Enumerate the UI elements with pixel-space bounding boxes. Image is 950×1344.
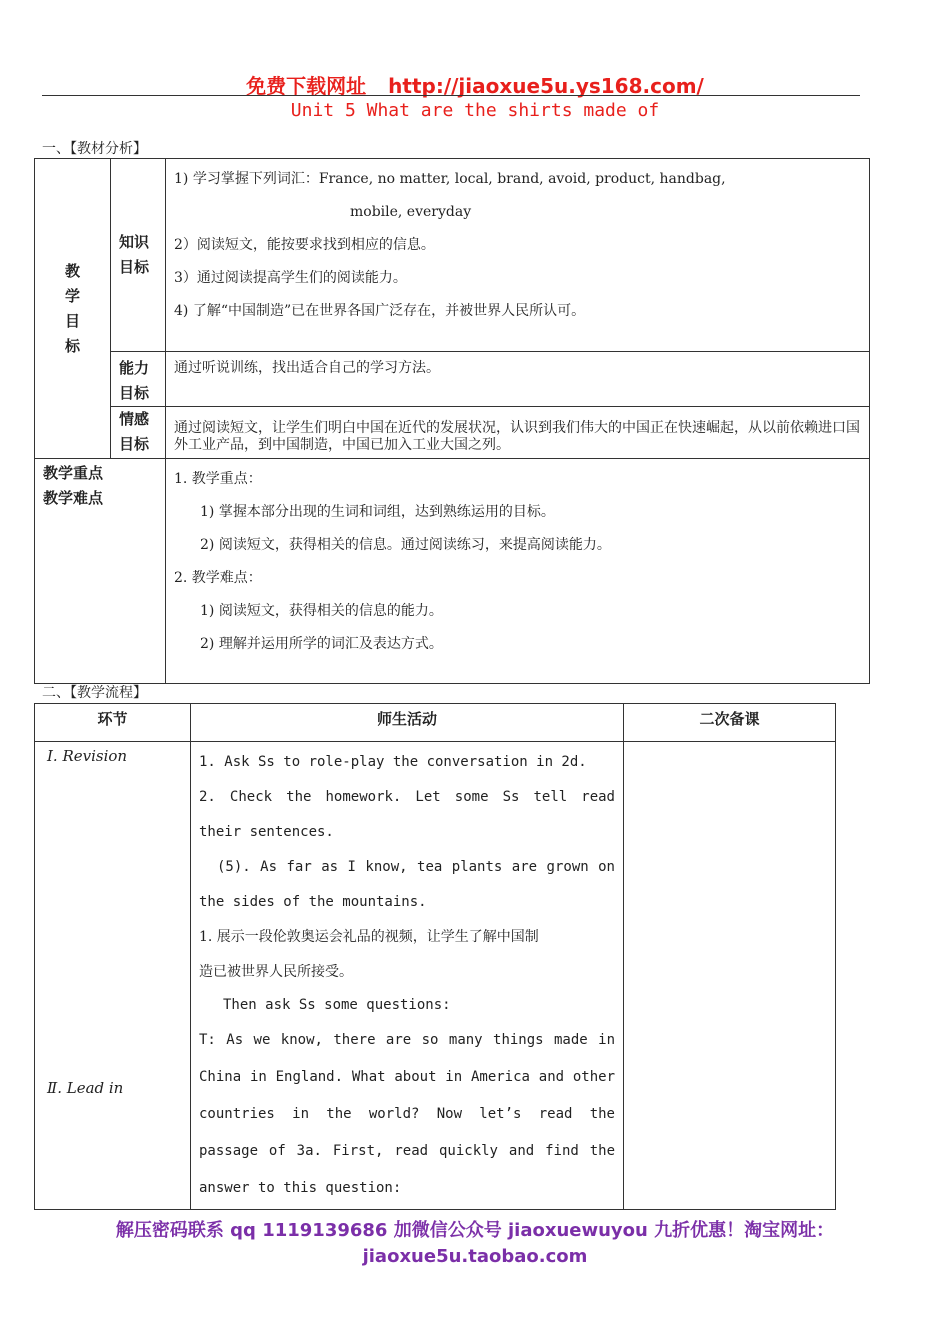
col-review-header: 二次备课 xyxy=(624,704,836,742)
emotion-content: 通过阅读短文，让学生们明白中国在近代的发展状况，认识到我们伟大的中国正在快速崛起，从以前依赖进口国外工业产品，到中国制造，中国已加入工业大国之列。 xyxy=(166,407,870,459)
knowledge-label: 知识 目标 xyxy=(111,159,166,352)
activity-line: passage of 3a. First, read quickly and find the xyxy=(199,1143,615,1159)
col-stage-header: 环节 xyxy=(35,704,191,742)
key-points-label: 教学重点 教学难点 xyxy=(35,459,166,684)
activity-line: 造已被世界人民所接受。 xyxy=(199,964,353,980)
stage-lead-in: Ⅱ. Lead in xyxy=(47,1079,124,1097)
activity-line: the sides of the mountains. xyxy=(199,894,427,910)
site-url[interactable]: http://jiaoxue5u.ys168.com/ xyxy=(388,74,704,98)
ability-label: 能力 目标 xyxy=(111,352,166,407)
activity-line: answer to this question: xyxy=(199,1180,402,1196)
section2-label: 二、【教学流程】 xyxy=(42,685,147,701)
key-points-content: 1. 教学重点： 1) 掌握本部分出现的生词和词组，达到熟练运用的目标。 2) 阅读短文，获得相关的信息。通过阅读练习，来提高阅读能力。 2. 教学难点： 1) 阅读短文，获得相关的信息的能力。 2) 理解并运用所学的词汇及表达方式。 xyxy=(166,459,870,684)
activity-line: 1. 展示一段伦敦奥运会礼品的视频，让学生了解中国制 xyxy=(199,929,539,945)
activity-line: countries in the world? Now let’s read the xyxy=(199,1106,615,1122)
analysis-table xyxy=(34,158,870,684)
activity-line: their sentences. xyxy=(199,824,334,840)
review-cell xyxy=(624,742,836,1210)
stage-cell xyxy=(35,742,191,1210)
footer-line2[interactable]: jiaoxue5u.taobao.com xyxy=(362,1246,588,1267)
ability-content: 通过听说训练，找出适合自己的学习方法。 xyxy=(166,352,870,407)
activity-cell xyxy=(191,742,624,1210)
knowledge-content: 1) 学习掌握下列词汇：France, no matter, local, brand, avoid, product, handbag, mobile, everyday 2）阅读短文，能按要求找到相应的信息。 3）通过阅读提高学生们的阅读能力。 4) 了解“中国制造”已在世界各国广泛存在，并被世界人民所认可。 xyxy=(166,159,870,352)
activity-line: Then ask Ss some questions: xyxy=(223,997,451,1013)
header-divider xyxy=(42,95,860,96)
section1-label: 一、【教材分析】 xyxy=(42,141,147,157)
activity-line: China in England. What about in America and other xyxy=(199,1069,615,1085)
stage-revision: Ⅰ. Revision xyxy=(47,747,128,765)
objectives-label: 教 学 目 标 xyxy=(35,159,111,459)
activity-line: T: As we know, there are so many things made in xyxy=(199,1032,615,1048)
footer-line1: 解压密码联系 qq 1119139686 加微信公众号 jiaoxuewuyou 九折优惠！淘宝网址： xyxy=(115,1220,835,1241)
emotion-label: 情感 目标 xyxy=(111,407,166,459)
activity-line: 2. Check the homework. Let some Ss tell read xyxy=(199,789,615,805)
activity-line: 1. Ask Ss to role-play the conversation in 2d. xyxy=(199,754,587,770)
activity-line: (5). As far as I know, tea plants are grown on xyxy=(217,859,615,875)
site-name: 免费下载网址 xyxy=(246,74,367,98)
col-activity-header: 师生活动 xyxy=(191,704,624,742)
process-table xyxy=(34,703,836,1210)
page-title: Unit 5 What are the shirts made of xyxy=(290,100,660,121)
footer-contact xyxy=(0,1218,950,1270)
